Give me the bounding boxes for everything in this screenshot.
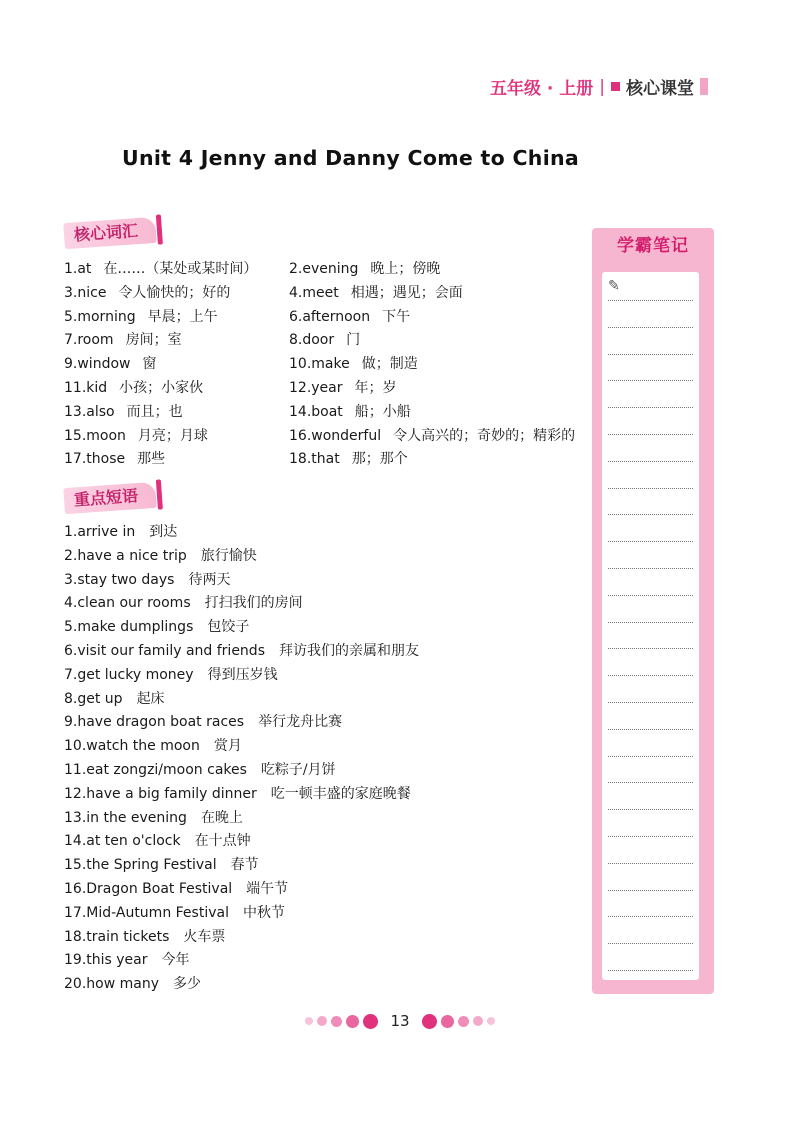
vocab-row	[64, 282, 604, 306]
phrase-english: 17.Mid-Autumn Festival	[64, 904, 229, 921]
phrase-english: 16.Dragon Boat Festival	[64, 880, 233, 897]
page-footer	[0, 1012, 800, 1030]
phrase-item	[64, 973, 584, 997]
dot-decoration	[346, 1015, 359, 1028]
note-line	[608, 916, 693, 917]
note-line	[608, 809, 693, 810]
vocab-meaning: 船；小船	[354, 403, 411, 420]
phrase-item	[64, 807, 584, 831]
vocab-meaning: 晚上；傍晚	[370, 261, 441, 277]
dot-decoration	[422, 1014, 437, 1029]
phrase-item	[64, 783, 584, 807]
note-line	[608, 595, 693, 596]
vocab-word: 8.door	[289, 332, 335, 349]
phrase-item	[64, 592, 584, 616]
note-line	[608, 568, 693, 569]
vocab-meaning: 那些	[137, 451, 166, 468]
note-line	[608, 943, 693, 944]
vocab-row	[64, 377, 604, 401]
header-bar-decoration	[700, 78, 708, 95]
vocab-word: 17.those	[64, 451, 126, 468]
vocab-item	[64, 258, 289, 282]
vocab-meaning: 令人愉快的；好的	[118, 284, 231, 301]
dot-decoration	[363, 1014, 378, 1029]
vocab-word: 1.at	[64, 261, 92, 277]
vocab-meaning: 在……（某处或某时间）	[103, 261, 258, 277]
phrase-english: 20.how many	[64, 976, 159, 993]
phrase-item	[64, 854, 584, 878]
phrase-chinese: 举行龙舟比赛	[258, 714, 343, 731]
phrase-english: 10.watch the moon	[64, 738, 200, 755]
phrase-english: 1.arrive in	[64, 524, 136, 540]
phrase-item	[64, 759, 584, 783]
vocab-meaning: 下午	[382, 308, 411, 325]
dot-decoration	[317, 1016, 327, 1026]
phrase-english: 6.visit our family and friends	[64, 642, 265, 659]
phrase-english: 8.get up	[64, 690, 123, 707]
vocab-word: 10.make	[289, 356, 350, 373]
vocab-word: 5.morning	[64, 308, 136, 325]
vocab-item	[64, 425, 289, 449]
section-tag-vocabulary	[63, 217, 157, 249]
vocab-item	[289, 306, 410, 330]
notes-panel	[592, 228, 714, 994]
section-tag-vocabulary-label: 核心词汇	[73, 221, 139, 245]
phrase-chinese: 在晚上	[200, 809, 243, 826]
phrase-chinese: 打扫我们的房间	[204, 595, 303, 612]
phrase-item	[64, 640, 584, 664]
phrase-item	[64, 735, 584, 759]
phrase-english: 12.have a big family dinner	[64, 785, 257, 802]
vocab-item	[289, 282, 463, 306]
vocab-item	[289, 353, 418, 377]
phrase-item	[64, 521, 584, 545]
note-line	[608, 622, 693, 623]
notes-title: 学霸笔记	[617, 236, 689, 256]
section-tag-phrases	[63, 482, 157, 514]
phrase-item	[64, 830, 584, 854]
note-line	[608, 380, 693, 381]
dot-decoration	[331, 1016, 342, 1027]
phrase-item	[64, 616, 584, 640]
vocab-word: 13.also	[64, 403, 115, 420]
phrase-chinese: 吃一顿丰盛的家庭晚餐	[270, 785, 411, 802]
header-divider: |	[599, 76, 605, 97]
phrase-english: 15.the Spring Festival	[64, 857, 217, 874]
phrase-chinese: 在十点钟	[194, 833, 251, 850]
note-line	[608, 648, 693, 649]
vocab-item	[64, 448, 289, 472]
vocab-word: 6.afternoon	[289, 308, 371, 325]
course-label: 核心课堂	[626, 79, 694, 99]
vocab-meaning: 早晨；上午	[147, 308, 218, 325]
dot-decoration	[305, 1017, 313, 1025]
vocab-item	[289, 401, 411, 425]
note-line	[608, 327, 693, 328]
vocab-word: 18.that	[289, 451, 340, 468]
vocab-word: 14.boat	[289, 403, 343, 420]
phrase-item	[64, 949, 584, 973]
phrase-chinese: 今年	[161, 952, 190, 969]
phrase-item	[64, 878, 584, 902]
vocab-item	[64, 377, 289, 401]
vocab-item	[64, 401, 289, 425]
phrase-item	[64, 545, 584, 569]
vocab-meaning: 令人高兴的；奇妙的；精彩的	[393, 427, 576, 444]
vocab-word: 12.year	[289, 379, 343, 396]
vocab-word: 7.room	[64, 332, 114, 349]
phrase-chinese: 火车票	[183, 928, 226, 945]
note-line	[608, 514, 693, 515]
phrase-chinese: 待两天	[188, 571, 231, 588]
phrase-english: 9.have dragon boat races	[64, 714, 245, 731]
note-line	[608, 407, 693, 408]
phrase-chinese: 拜访我们的亲属和朋友	[279, 642, 419, 659]
phrase-item	[64, 688, 584, 712]
phrase-chinese: 春节	[230, 857, 259, 874]
vocab-meaning: 那；那个	[351, 451, 408, 468]
phrase-item	[64, 711, 584, 735]
square-icon	[611, 82, 620, 91]
vocab-meaning: 房间；室	[125, 332, 182, 349]
phrase-item	[64, 664, 584, 688]
note-line	[608, 729, 693, 730]
vocab-meaning: 相遇；遇见；会面	[350, 284, 463, 301]
vocab-word: 4.meet	[289, 284, 339, 301]
vocab-word: 15.moon	[64, 427, 126, 444]
vocab-row	[64, 306, 604, 330]
vocab-item	[289, 329, 360, 353]
note-line	[608, 756, 693, 757]
note-line	[608, 434, 693, 435]
phrase-english: 2.have a nice trip	[64, 547, 187, 564]
vocab-word: 11.kid	[64, 379, 108, 396]
vocab-row	[64, 353, 604, 377]
note-line	[608, 675, 693, 676]
phrase-list	[64, 521, 584, 997]
vocab-row	[64, 329, 604, 353]
vocab-row	[64, 425, 604, 449]
vocab-row	[64, 448, 604, 472]
vocab-word: 9.window	[64, 356, 131, 373]
vocab-item	[289, 448, 408, 472]
vocab-word: 2.evening	[289, 261, 359, 277]
vocab-item	[64, 329, 289, 353]
phrase-chinese: 旅行愉快	[200, 547, 257, 564]
phrase-chinese: 包饺子	[207, 619, 250, 636]
phrase-english: 18.train tickets	[64, 928, 170, 945]
vocab-row	[64, 258, 604, 282]
dot-decoration	[473, 1016, 483, 1026]
vocabulary-list	[64, 258, 604, 472]
vocab-word: 3.nice	[64, 284, 107, 301]
vocab-item	[64, 353, 289, 377]
note-line	[608, 970, 693, 971]
tag-mark-decoration	[156, 214, 163, 244]
note-line	[608, 702, 693, 703]
phrase-english: 3.stay two days	[64, 571, 175, 588]
phrase-chinese: 赏月	[213, 738, 242, 755]
phrase-english: 4.clean our rooms	[64, 595, 191, 612]
phrase-english: 14.at ten o'clock	[64, 833, 181, 850]
vocab-meaning: 月亮；月球	[137, 427, 208, 444]
vocab-meaning: 窗	[142, 356, 157, 373]
phrase-english: 19.this year	[64, 952, 148, 969]
vocab-meaning: 小孩；小家伙	[119, 379, 204, 396]
note-line	[608, 461, 693, 462]
phrase-chinese: 端午节	[246, 880, 289, 897]
vocab-item	[289, 425, 575, 449]
phrase-item	[64, 569, 584, 593]
dot-decoration	[487, 1017, 495, 1025]
page-number: 13	[390, 1012, 410, 1030]
vocab-meaning: 做；制造	[361, 356, 418, 373]
dot-decoration	[441, 1015, 454, 1028]
vocab-item	[64, 306, 289, 330]
vocab-meaning: 而且；也	[126, 403, 183, 420]
vocab-item	[289, 377, 397, 401]
note-line	[608, 541, 693, 542]
phrase-chinese: 吃粽子/月饼	[260, 761, 336, 778]
phrase-chinese: 中秋节	[242, 904, 285, 921]
note-line	[608, 488, 693, 489]
vocab-item	[289, 258, 440, 282]
phrase-english: 11.eat zongzi/moon cakes	[64, 761, 247, 778]
note-line	[608, 782, 693, 783]
dot-decoration	[458, 1016, 469, 1027]
phrase-chinese: 到达	[149, 524, 178, 540]
vocab-meaning: 门	[346, 332, 361, 349]
page-title: Unit 4 Jenny and Danny Come to China	[122, 146, 580, 170]
note-line	[608, 836, 693, 837]
section-tag-phrases-label: 重点短语	[73, 486, 139, 510]
vocab-word: 16.wonderful	[289, 427, 382, 444]
phrase-chinese: 得到压岁钱	[207, 666, 278, 683]
pencil-icon: ✎	[608, 278, 620, 294]
tag-mark-decoration	[156, 479, 163, 509]
phrase-chinese: 起床	[136, 690, 165, 707]
phrase-english: 7.get lucky money	[64, 666, 194, 683]
grade-label: 五年级 · 上册	[489, 79, 594, 99]
note-line	[608, 863, 693, 864]
phrase-english: 13.in the evening	[64, 809, 187, 826]
phrase-item	[64, 926, 584, 950]
notes-paper[interactable]	[602, 272, 699, 980]
phrase-english: 5.make dumplings	[64, 619, 194, 636]
page-header	[490, 74, 708, 99]
vocab-item	[64, 282, 289, 306]
note-line	[608, 354, 693, 355]
vocab-row	[64, 401, 604, 425]
note-line	[608, 300, 693, 301]
vocab-meaning: 年；岁	[354, 379, 397, 396]
phrase-item	[64, 902, 584, 926]
note-line	[608, 890, 693, 891]
phrase-chinese: 多少	[172, 976, 201, 993]
